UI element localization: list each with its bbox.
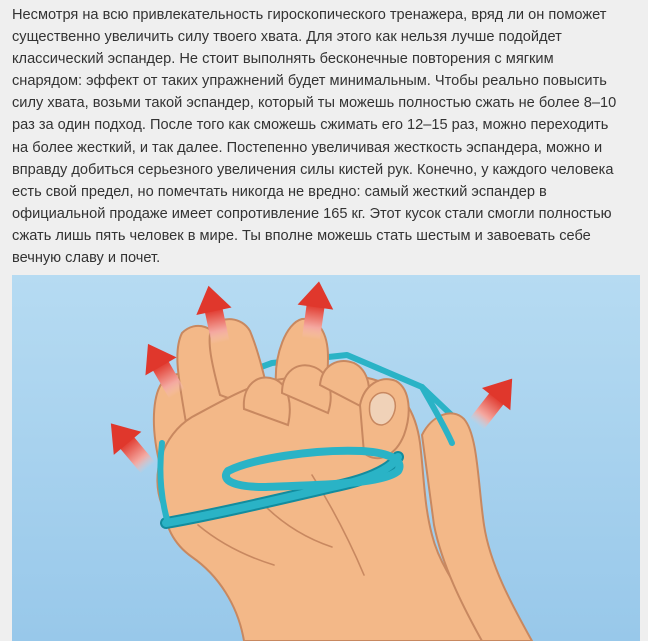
hand-band-illustration (12, 275, 640, 641)
article-paragraph: Несмотря на всю привлекательность гироскопического тренажера, вряд ли он поможет существенно увеличить силу твоего хвата. Для этого как нельзя лучше подойдет классический эспандер. Не стоит выполнять бесконечные повторения с мягким снарядом: эффект от таких упражнений будет минимальным. Чтобы реально повысить силу хвата, возьми такой эспандер, который ты можешь полностью сжать не более 8–10 раз за один подход. После того как сможешь сжимать его 12–15 раз, можно переходить на более жесткий, и так далее. Постепенно увеличивая жесткость эспандера, можно и вправду добиться серьезного увеличения силы кистей рук. Конечно, у каждого человека есть свой предел, но помечтать никогда не вредно: самый жесткий эспандер в официальной продаже имеет сопротивление 165 кг. Этот кусок стали смогли полностью сжать лишь пять человек в мире. Ты вполне можешь стать шестым и завоевать себе вечную славу и почет. (12, 7, 617, 267)
